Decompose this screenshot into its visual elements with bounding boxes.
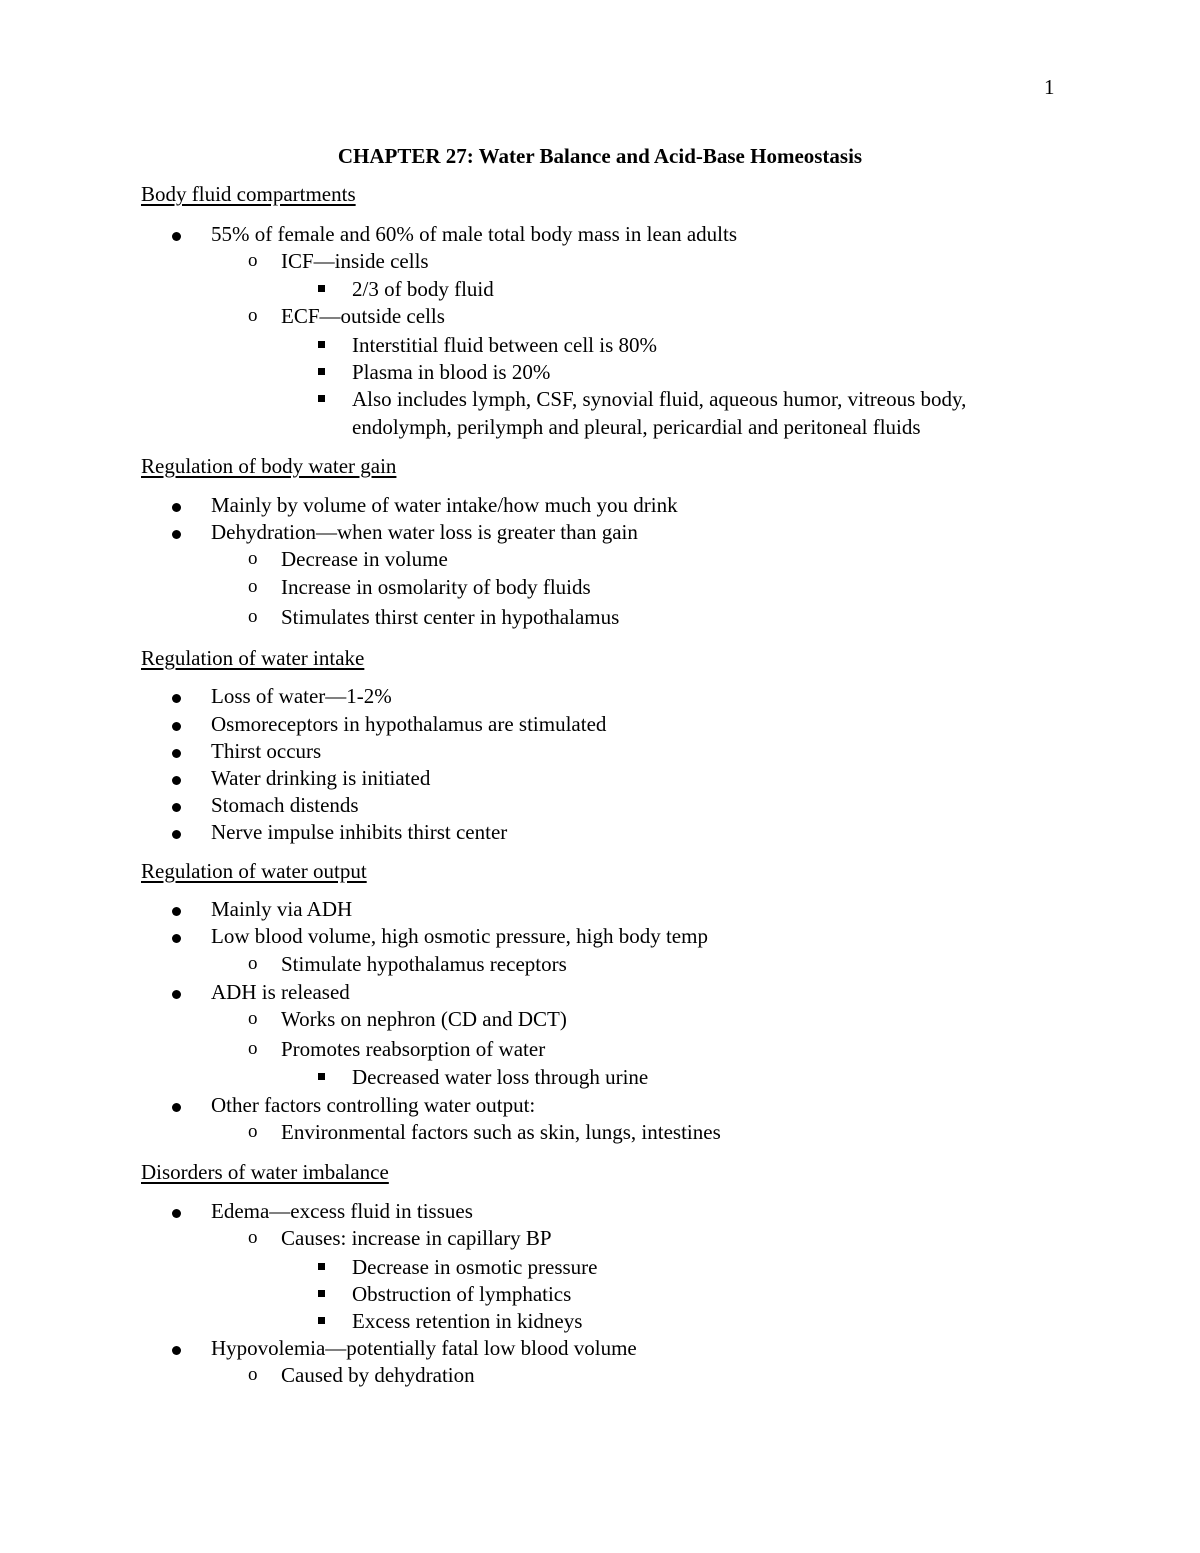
- bullet-circle-icon: o: [248, 305, 258, 326]
- list-item: Interstitial fluid between cell is 80%: [352, 333, 657, 357]
- list-item: Decrease in osmotic pressure: [352, 1255, 598, 1279]
- list-item: Dehydration—when water loss is greater than gain: [211, 520, 638, 544]
- list-item: Environmental factors such as skin, lungs, intestines: [281, 1120, 721, 1144]
- list-item: Stimulates thirst center in hypothalamus: [281, 605, 620, 629]
- bullet-circle-icon: o: [248, 606, 258, 627]
- list-item: Loss of water—1-2%: [211, 684, 392, 708]
- list-item: Causes: increase in capillary BP: [281, 1226, 552, 1250]
- list-item: Increase in osmolarity of body fluids: [281, 575, 591, 599]
- bullet-dot-icon: [172, 683, 181, 709]
- bullet-circle-icon: o: [248, 250, 258, 271]
- list-item: Excess retention in kidneys: [352, 1309, 583, 1333]
- list-item: Decreased water loss through urine: [352, 1065, 649, 1089]
- list-item: Thirst occurs: [211, 739, 322, 763]
- bullet-dot-icon: [172, 896, 181, 922]
- bullet-dot-icon: [172, 221, 181, 247]
- bullet-dot-icon: [172, 979, 181, 1005]
- list-item: Mainly by volume of water intake/how much you drink: [211, 493, 678, 517]
- bullet-dot-icon: [172, 492, 181, 518]
- bullet-square-icon: [318, 358, 325, 384]
- bullet-dot-icon: [172, 1335, 181, 1361]
- bullet-square-icon: [318, 385, 325, 411]
- bullet-dot-icon: [172, 738, 181, 764]
- list-item: Caused by dehydration: [281, 1363, 475, 1387]
- list-item: Low blood volume, high osmotic pressure, high body temp: [211, 924, 708, 948]
- document-title: CHAPTER 27: Water Balance and Acid-Base Homeostasis: [337, 144, 863, 168]
- bullet-square-icon: [318, 1307, 325, 1333]
- bullet-circle-icon: o: [248, 953, 258, 974]
- page-number: 1: [1044, 75, 1055, 99]
- list-item: Stimulate hypothalamus receptors: [281, 952, 567, 976]
- list-item: ADH is released: [211, 980, 350, 1004]
- list-item: Also includes lymph, CSF, synovial fluid, aqueous humor, vitreous body,: [352, 387, 967, 411]
- list-item: Decrease in volume: [281, 547, 448, 571]
- list-item: Hypovolemia—potentially fatal low blood volume: [211, 1336, 637, 1360]
- list-item: 55% of female and 60% of male total body mass in lean adults: [211, 222, 738, 246]
- section-heading: Regulation of water output: [141, 859, 367, 883]
- section-heading: Body fluid compartments: [141, 182, 356, 206]
- bullet-dot-icon: [172, 765, 181, 791]
- list-item: Works on nephron (CD and DCT): [281, 1007, 567, 1031]
- section-heading: Disorders of water imbalance: [141, 1160, 389, 1184]
- bullet-square-icon: [318, 1063, 325, 1089]
- bullet-circle-icon: o: [248, 1038, 258, 1059]
- list-item: Nerve impulse inhibits thirst center: [211, 820, 508, 844]
- bullet-dot-icon: [172, 819, 181, 845]
- list-item: Edema—excess fluid in tissues: [211, 1199, 473, 1223]
- list-item: Obstruction of lymphatics: [352, 1282, 572, 1306]
- list-item: ICF—inside cells: [281, 249, 429, 273]
- bullet-circle-icon: o: [248, 1121, 258, 1142]
- bullet-dot-icon: [172, 1092, 181, 1118]
- section-heading: Regulation of body water gain: [141, 454, 397, 478]
- list-item: ECF—outside cells: [281, 304, 445, 328]
- bullet-dot-icon: [172, 711, 181, 737]
- bullet-dot-icon: [172, 519, 181, 545]
- list-item: Stomach distends: [211, 793, 359, 817]
- bullet-dot-icon: [172, 923, 181, 949]
- bullet-circle-icon: o: [248, 548, 258, 569]
- list-item: Mainly via ADH: [211, 897, 353, 921]
- bullet-dot-icon: [172, 792, 181, 818]
- list-item: Promotes reabsorption of water: [281, 1037, 546, 1061]
- bullet-circle-icon: o: [248, 1008, 258, 1029]
- bullet-square-icon: [318, 1253, 325, 1279]
- list-item: Water drinking is initiated: [211, 766, 431, 790]
- bullet-circle-icon: o: [248, 1364, 258, 1385]
- list-item: 2/3 of body fluid: [352, 277, 494, 301]
- list-item: Other factors controlling water output:: [211, 1093, 536, 1117]
- bullet-dot-icon: [172, 1198, 181, 1224]
- list-item: Plasma in blood is 20%: [352, 360, 551, 384]
- bullet-circle-icon: o: [248, 1227, 258, 1248]
- bullet-square-icon: [318, 275, 325, 301]
- list-item: Osmoreceptors in hypothalamus are stimulated: [211, 712, 607, 736]
- list-item-continuation: endolymph, perilymph and pleural, pericardial and peritoneal fluids: [352, 415, 921, 439]
- section-heading: Regulation of water intake: [141, 646, 365, 670]
- bullet-square-icon: [318, 331, 325, 357]
- bullet-circle-icon: o: [248, 576, 258, 597]
- bullet-square-icon: [318, 1280, 325, 1306]
